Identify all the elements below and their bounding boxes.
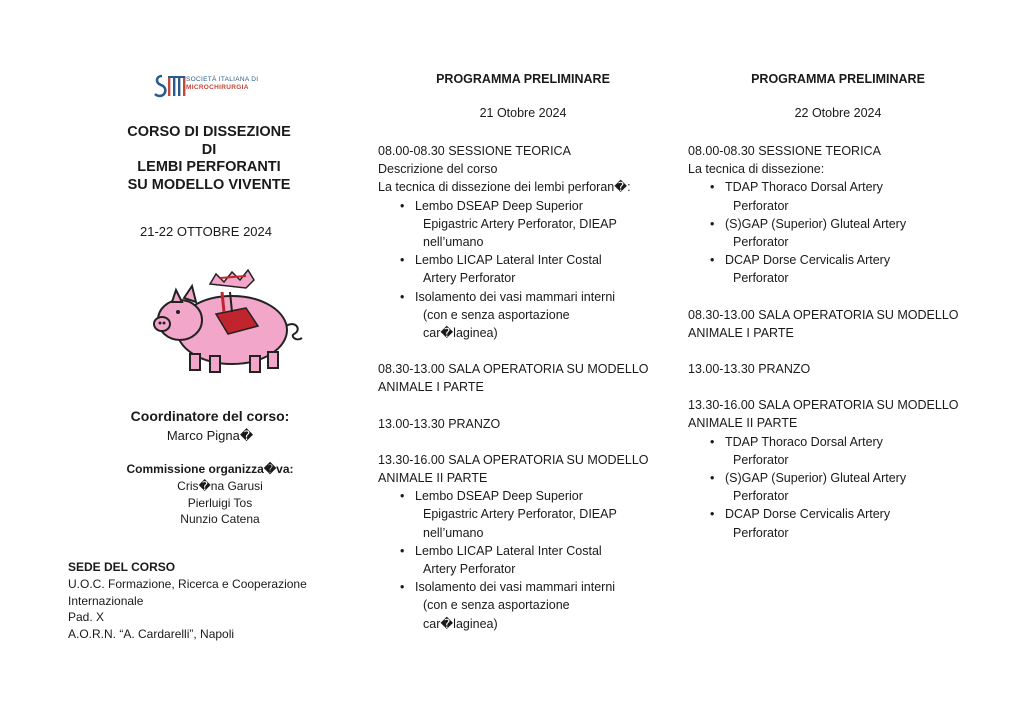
bullet-text: Artery Perforator (423, 562, 516, 577)
program-bullet-list (378, 197, 668, 343)
program-line: 13.00-13.30 PRANZO (688, 362, 811, 377)
program-bullet-item (378, 542, 668, 578)
program-bullet-item (378, 288, 668, 343)
bullet-text: Epigastric Artery Perforator, DIEAP (423, 216, 617, 231)
committee-member: Pierluigi Tos (187, 495, 253, 510)
bullet-text: Perforator (733, 525, 789, 540)
logo-line-1: SOCIETÀ ITALIANA DI (186, 76, 259, 83)
society-logo (152, 70, 302, 104)
program-line: La tecnica di dissezione: (688, 162, 825, 177)
bullet-icon: • (400, 289, 405, 304)
program-line: 08.30-13.00 SALA OPERATORIA SU MODELLO (378, 362, 649, 377)
bullet-icon: • (400, 580, 405, 595)
bullet-text: Lembo LICAP Lateral Inter Costal (415, 543, 602, 558)
program-bullet-list (688, 178, 988, 287)
pig-illustration-icon (150, 268, 310, 376)
bullet-text: Isolamento dei vasi mammari interni (415, 289, 616, 304)
program-bullet-item (378, 578, 668, 633)
course-title-line: DI (201, 141, 217, 158)
program-line: La tecnica di dissezione dei lembi perforan�: (378, 180, 631, 195)
bullet-icon: • (400, 198, 405, 213)
bullet-text: (S)GAP (Superior) Gluteal Artery (725, 216, 907, 231)
program-bullet-item (378, 251, 668, 287)
bullet-text: DCAP Dorse Cervicalis Artery (725, 507, 891, 522)
course-title-line: LEMBI PERFORANTI (137, 159, 281, 175)
bullet-icon: • (400, 253, 405, 268)
program-title: PROGRAMMA PRELIMINARE (751, 72, 925, 86)
bullet-text: TDAP Thoraco Dorsal Artery (725, 434, 883, 449)
bullet-text: Epigastric Artery Perforator, DIEAP (423, 507, 617, 522)
program-bullet-item (378, 487, 668, 542)
course-title (40, 124, 378, 194)
program-bullet-item (688, 505, 988, 541)
program-line: 08.00-08.30 SESSIONE TEORICA (688, 144, 881, 158)
committee-member: Cris�na Garusi (177, 479, 263, 493)
bullet-icon: • (710, 180, 715, 195)
block-spacer (688, 378, 988, 396)
program-line: ANIMALE I PARTE (378, 380, 484, 395)
bullet-text: nell’umano (423, 525, 484, 540)
bullet-text: nell’umano (423, 235, 484, 250)
bullet-icon: • (400, 489, 405, 504)
bullet-text: car�laginea) (423, 326, 498, 341)
program-line: 13.30-16.00 SALA OPERATORIA SU MODELLO (688, 398, 959, 413)
block-spacer (688, 288, 988, 306)
bullet-icon: • (710, 507, 715, 522)
coordinator-name: Marco Pigna� (166, 428, 254, 443)
program-date: 22 Otobre 2024 (794, 106, 882, 120)
bullet-text: Perforator (733, 198, 789, 213)
bullet-icon: • (710, 434, 715, 449)
bullet-text: Isolamento dei vasi mammari interni (415, 580, 616, 595)
bullet-text: TDAP Thoraco Dorsal Artery (725, 180, 883, 195)
program-bullet-list (378, 487, 668, 633)
program-line: Descrizione del corso (378, 162, 498, 177)
program-body (688, 142, 988, 542)
bullet-text: DCAP Dorse Cervicalis Artery (725, 253, 891, 268)
bullet-icon: • (710, 253, 715, 268)
venue-line: A.O.R.N. “A. Cardarelli”, Napoli (68, 626, 235, 641)
bullet-text: Lembo DSEAP Deep Superior (415, 489, 583, 504)
program-bullet-item (378, 197, 668, 252)
block-spacer (688, 342, 988, 360)
program-bullet-item (688, 178, 988, 214)
program-date: 21 Otobre 2024 (479, 106, 567, 120)
program-line: ANIMALE II PARTE (378, 471, 488, 486)
program-bullet-item (688, 433, 988, 469)
committee-member: Nunzio Catena (180, 512, 260, 526)
program-line: ANIMALE I PARTE (688, 325, 794, 340)
block-spacer (378, 342, 668, 360)
program-line: 13.30-16.00 SALA OPERATORIA SU MODELLO (378, 452, 649, 467)
bullet-icon: • (710, 471, 715, 486)
block-spacer (378, 433, 668, 451)
program-line: 08.00-08.30 SESSIONE TEORICA (378, 144, 571, 158)
bullet-text: Perforator (733, 271, 789, 286)
venue-line: Internazionale (68, 593, 144, 608)
program-bullet-list (688, 433, 988, 542)
coordinator-title: Coordinatore del corso: (130, 408, 290, 424)
course-dates: 21-22 OTTOBRE 2024 (140, 224, 272, 239)
bullet-text: car�laginea) (423, 616, 498, 631)
bullet-text: Lembo LICAP Lateral Inter Costal (415, 253, 602, 268)
block-spacer (378, 397, 668, 415)
program-line: ANIMALE II PARTE (688, 416, 798, 431)
venue-line: Pad. X (68, 610, 105, 624)
course-title-line: CORSO DI DISSEZIONE (127, 124, 291, 140)
bullet-text: Perforator (733, 452, 789, 467)
program-line: 08.30-13.00 SALA OPERATORIA SU MODELLO (688, 307, 959, 322)
program-bullet-item (688, 215, 988, 251)
venue-details (68, 576, 368, 642)
committee-list (150, 478, 290, 528)
bullet-icon: • (400, 543, 405, 558)
committee-title: Commissione organizza�va: (126, 462, 294, 476)
program-bullet-item (688, 251, 988, 287)
bullet-text: (con e senza asportazione (423, 598, 570, 613)
logo-line-2: MICROCHIRURGIA (186, 84, 249, 91)
bullet-text: (S)GAP (Superior) Gluteal Artery (725, 471, 907, 486)
bullet-text: Artery Perforator (423, 271, 516, 286)
bullet-text: Perforator (733, 235, 789, 250)
program-title: PROGRAMMA PRELIMINARE (436, 72, 610, 86)
bullet-icon: • (710, 216, 715, 231)
course-title-line: SU MODELLO VIVENTE (127, 176, 291, 193)
program-line: 13.00-13.30 PRANZO (378, 416, 501, 431)
program-bullet-item (688, 469, 988, 505)
venue-title: SEDE DEL CORSO (68, 560, 176, 574)
venue-line: U.O.C. Formazione, Ricerca e Cooperazione (68, 577, 307, 591)
bullet-text: Perforator (733, 489, 789, 504)
bullet-text: (con e senza asportazione (423, 307, 570, 322)
bullet-text: Lembo DSEAP Deep Superior (415, 198, 583, 213)
program-body (378, 142, 668, 633)
